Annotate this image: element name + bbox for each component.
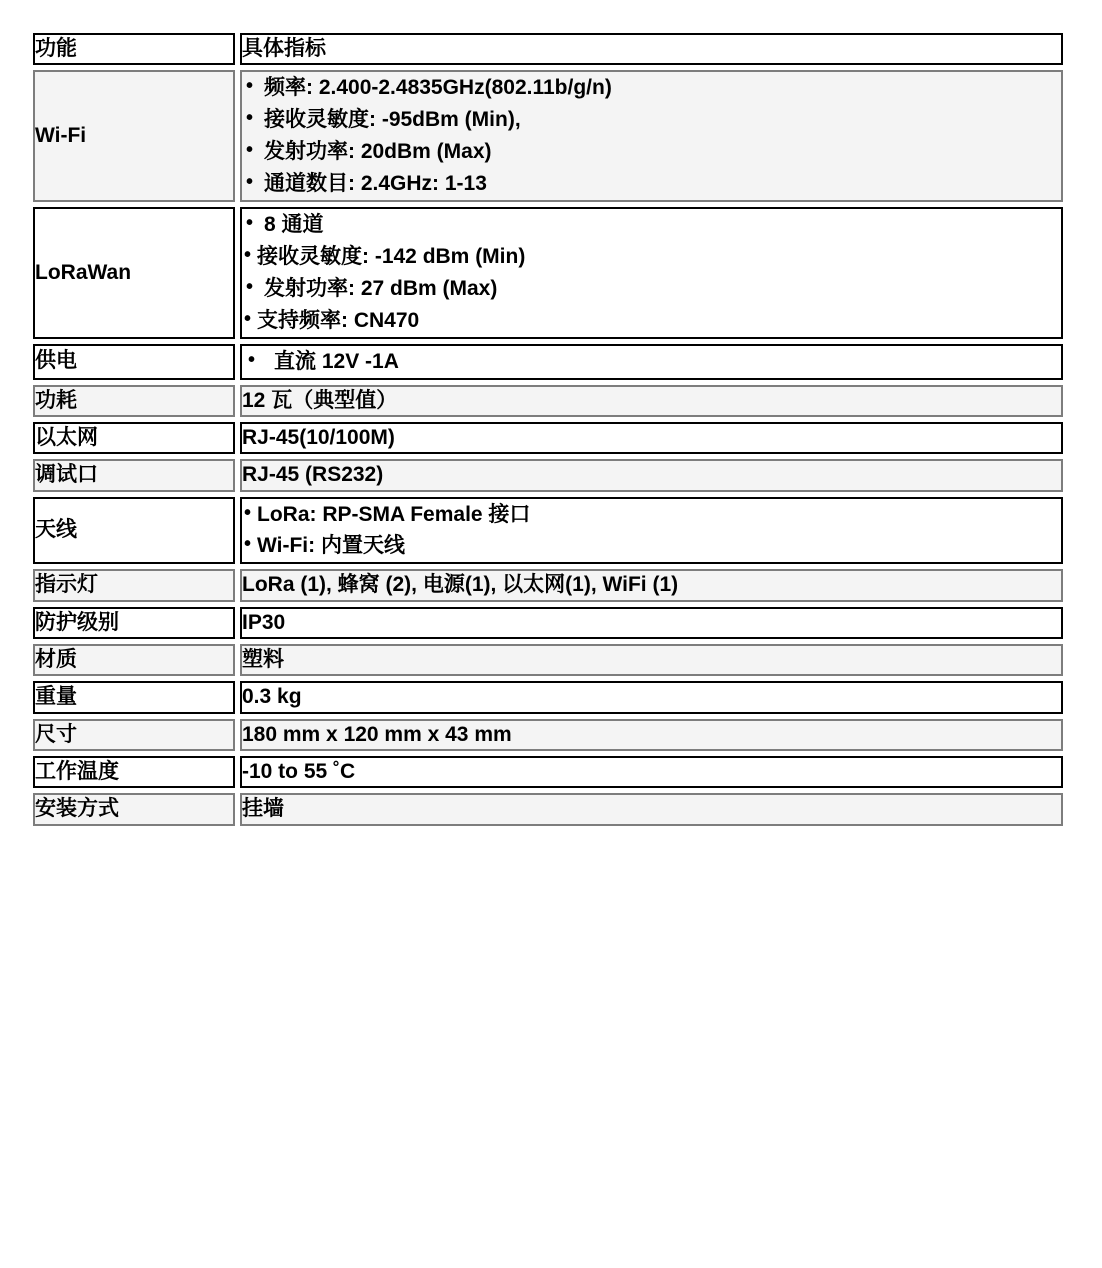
feature-label: 调试口 xyxy=(35,463,98,487)
spec-cell xyxy=(240,459,1063,491)
spec-cell xyxy=(240,422,1063,454)
header-cell-feature xyxy=(33,33,235,65)
spec-cell xyxy=(240,644,1063,676)
feature-cell xyxy=(33,644,235,676)
feature-label: LoRaWan xyxy=(35,260,132,284)
table-row xyxy=(33,569,1063,601)
spec-cell xyxy=(240,793,1063,825)
feature-cell xyxy=(33,70,235,202)
feature-cell xyxy=(33,756,235,788)
table-row xyxy=(33,385,1063,417)
spec-cell xyxy=(240,607,1063,639)
spec-value: -10 to 55 ˚C xyxy=(242,760,356,784)
spec-cell xyxy=(240,681,1063,713)
spec-bullet-item: • 支持频率: CN470 xyxy=(242,305,1061,337)
feature-cell xyxy=(33,385,235,417)
feature-label: 功耗 xyxy=(35,388,77,412)
spec-bullet-list xyxy=(242,72,1061,200)
spec-bullet-item: • Wi-Fi: 内置天线 xyxy=(242,530,1061,562)
spec-value: 塑料 xyxy=(242,648,284,672)
spec-value: 挂墙 xyxy=(242,797,284,821)
table-header-row xyxy=(33,33,1063,65)
table-row xyxy=(33,497,1063,565)
table-row xyxy=(33,70,1063,202)
spec-value: IP30 xyxy=(242,610,286,634)
spec-value: LoRa (1), 蜂窝 (2), 电源(1), 以太网(1), WiFi (1) xyxy=(242,573,679,597)
header-label-feature: 功能 xyxy=(35,37,77,60)
table-row xyxy=(33,644,1063,676)
feature-cell xyxy=(33,569,235,601)
feature-cell xyxy=(33,719,235,751)
table-row xyxy=(33,719,1063,751)
feature-label: 重量 xyxy=(35,685,77,709)
spec-cell xyxy=(240,569,1063,601)
table-row xyxy=(33,344,1063,380)
feature-cell xyxy=(33,607,235,639)
spec-cell xyxy=(240,344,1063,380)
feature-label: 以太网 xyxy=(35,425,98,449)
feature-cell xyxy=(33,497,235,565)
spec-cell xyxy=(240,719,1063,751)
feature-label: 尺寸 xyxy=(35,722,77,746)
spec-bullet-item: • 发射功率: 20dBm (Max) xyxy=(242,136,1061,168)
specification-table-body xyxy=(33,33,1063,826)
spec-cell xyxy=(240,207,1063,339)
spec-bullet-list xyxy=(242,499,1061,563)
header-label-spec: 具体指标 xyxy=(242,37,326,60)
spec-value: 0.3 kg xyxy=(242,685,302,709)
spec-bullet-list xyxy=(242,346,1061,378)
spec-cell xyxy=(240,497,1063,565)
table-row xyxy=(33,422,1063,454)
table-row xyxy=(33,459,1063,491)
feature-label: 材质 xyxy=(35,648,77,672)
feature-cell xyxy=(33,793,235,825)
header-cell-spec xyxy=(240,33,1063,65)
feature-label: Wi-Fi xyxy=(35,123,87,147)
spec-value: RJ-45 (RS232) xyxy=(242,463,384,487)
spec-bullet-item: • 通道数目: 2.4GHz: 1-13 xyxy=(242,168,1061,200)
spec-value: RJ-45(10/100M) xyxy=(242,425,395,449)
spec-bullet-list xyxy=(242,209,1061,337)
spec-bullet-item: • 8 通道 xyxy=(242,209,1061,241)
table-row xyxy=(33,607,1063,639)
table-row xyxy=(33,681,1063,713)
specification-table xyxy=(28,28,1068,831)
spec-bullet-item: • 接收灵敏度: -142 dBm (Min) xyxy=(242,241,1061,273)
spec-cell xyxy=(240,385,1063,417)
spec-bullet-item: • 接收灵敏度: -95dBm (Min), xyxy=(242,104,1061,136)
feature-cell xyxy=(33,344,235,380)
table-row xyxy=(33,756,1063,788)
spec-value: 180 mm x 120 mm x 43 mm xyxy=(242,722,512,746)
feature-label: 供电 xyxy=(35,349,77,373)
spec-bullet-item: • 发射功率: 27 dBm (Max) xyxy=(242,273,1061,305)
spec-bullet-item: • 直流 12V -1A xyxy=(242,346,1061,378)
table-row xyxy=(33,793,1063,825)
feature-label: 天线 xyxy=(35,518,77,542)
table-row xyxy=(33,207,1063,339)
feature-cell xyxy=(33,681,235,713)
feature-label: 指示灯 xyxy=(35,573,98,597)
spec-bullet-item: • LoRa: RP-SMA Female 接口 xyxy=(242,499,1061,531)
feature-label: 安装方式 xyxy=(35,797,119,821)
feature-label: 工作温度 xyxy=(35,760,119,784)
feature-cell xyxy=(33,459,235,491)
feature-cell xyxy=(33,422,235,454)
feature-label: 防护级别 xyxy=(35,610,119,634)
spec-cell xyxy=(240,70,1063,202)
spec-cell xyxy=(240,756,1063,788)
feature-cell xyxy=(33,207,235,339)
spec-bullet-item: • 频率: 2.400-2.4835GHz(802.11b/g/n) xyxy=(242,72,1061,104)
spec-value: 12 瓦（典型值） xyxy=(242,388,398,412)
